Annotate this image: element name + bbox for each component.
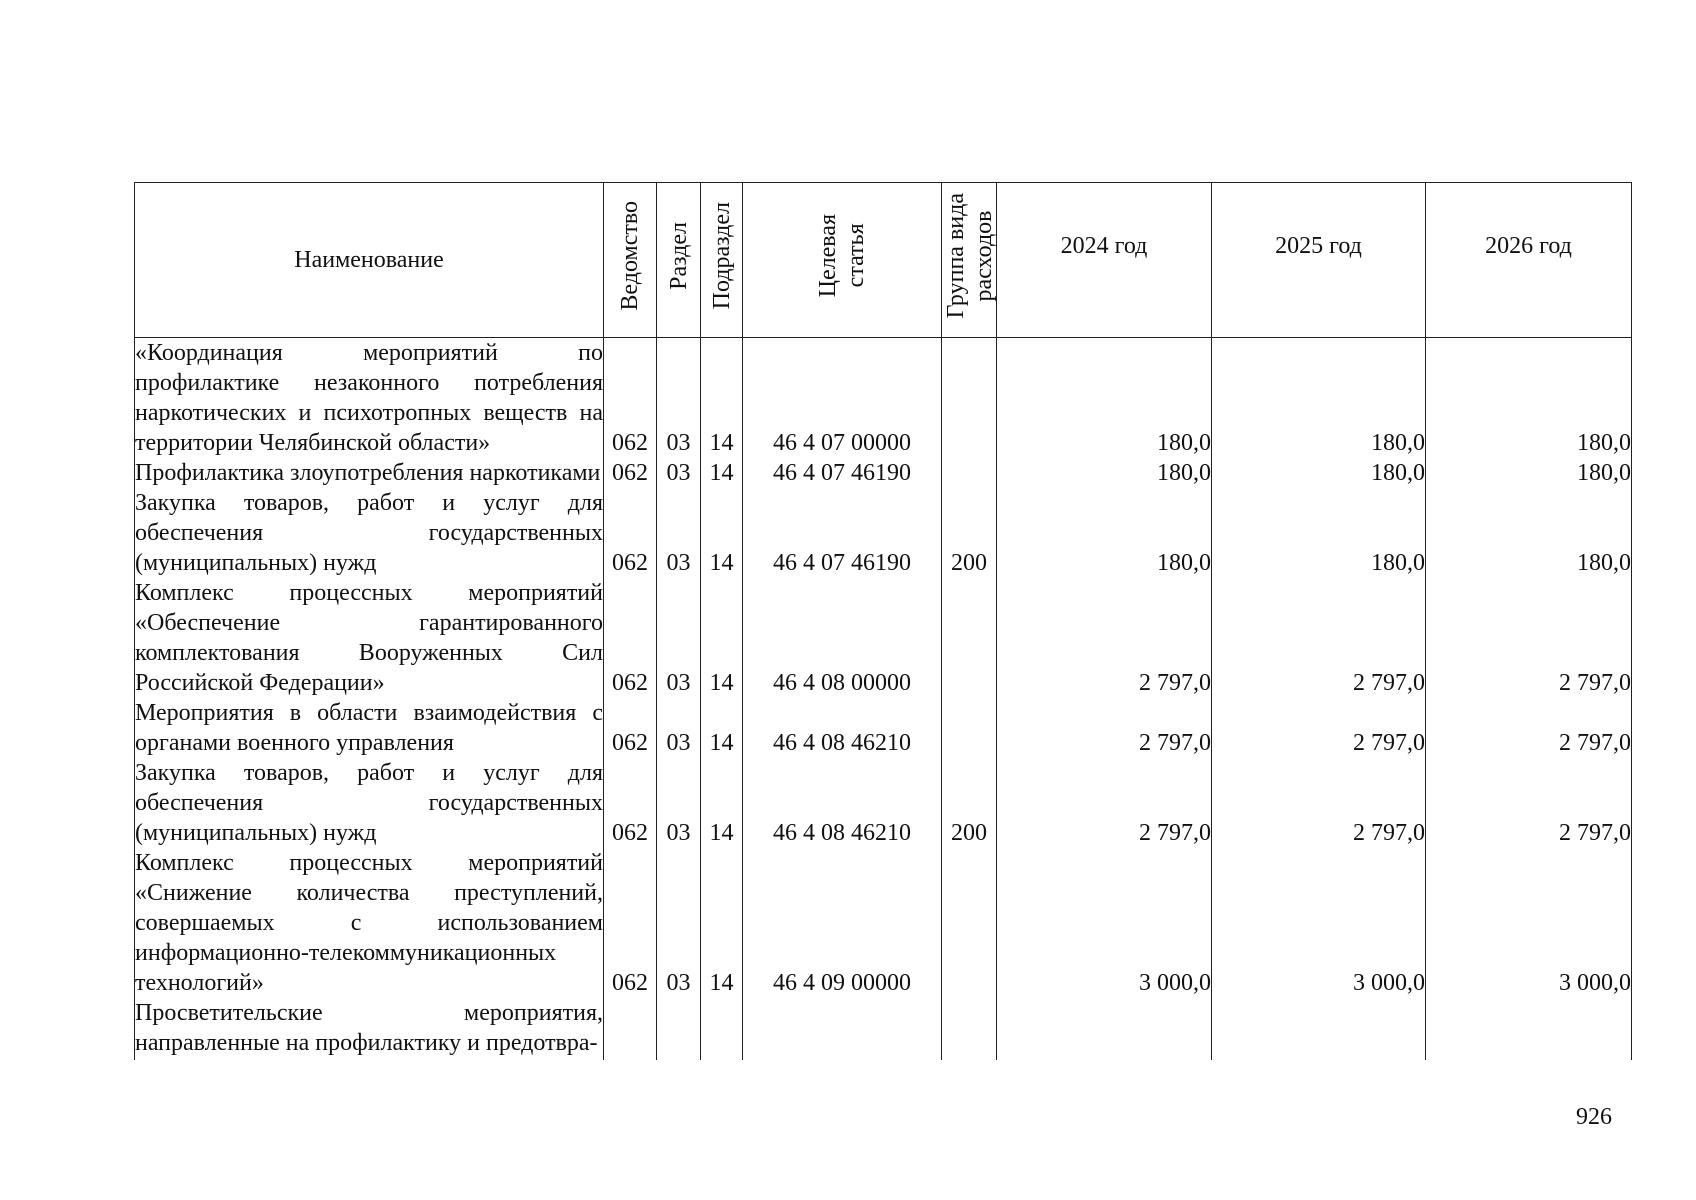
row-celevaya-statya: 46 4 08 46210: [743, 698, 942, 758]
table-row: [135, 338, 1632, 459]
row-vedomstvo: 062: [604, 458, 657, 488]
row-celevaya-statya: 46 4 07 46190: [743, 488, 942, 578]
table-row: [135, 698, 1632, 758]
row-podrazdel: 14: [701, 458, 743, 488]
row-name: Закупка товаров, работ и услуг для обеспечения государственных (муниципальных) нужд: [135, 490, 603, 576]
row-amount-2025: 2 797,0: [1212, 758, 1426, 848]
row-amount-2024: 2 797,0: [997, 758, 1212, 848]
row-name: Комплекс процессных мероприятий «Обеспечение гарантированного комплектования Вооруженных Сил Российской Федерации»: [135, 580, 603, 696]
header-year-2024: [997, 183, 1212, 338]
row-amount-2026: 3 000,0: [1426, 848, 1632, 998]
header-year-2026-text: 2026 год: [1485, 233, 1572, 259]
row-name: Закупка товаров, работ и услуг для обеспечения государственных (муниципальных) нужд: [135, 760, 603, 846]
row-amount-2025: [1212, 998, 1426, 1060]
row-celevaya-statya: [743, 998, 942, 1060]
row-amount-2026: 2 797,0: [1426, 698, 1632, 758]
row-vedomstvo: 062: [604, 698, 657, 758]
row-gruppa: 200: [942, 488, 997, 578]
row-amount-2025: 180,0: [1212, 488, 1426, 578]
row-gruppa: [942, 698, 997, 758]
header-gruppa-line1: Группа вида: [943, 193, 969, 319]
row-amount-2024: 2 797,0: [997, 578, 1212, 698]
row-razdel: [657, 998, 701, 1060]
row-amount-2026: 180,0: [1426, 458, 1632, 488]
row-gruppa: [942, 848, 997, 998]
header-year-2025: [1212, 183, 1426, 338]
header-celevaya-statya-text: [814, 214, 870, 297]
header-vedomstvo: [604, 183, 657, 338]
row-name: Профилактика злоупотребления наркотиками: [135, 458, 604, 488]
row-podrazdel: 14: [701, 488, 743, 578]
row-amount-2024: 3 000,0: [997, 848, 1212, 998]
header-vedomstvo-text: Ведомство: [617, 201, 643, 311]
row-podrazdel: 14: [701, 578, 743, 698]
row-celevaya-statya: 46 4 07 00000: [743, 338, 942, 459]
header-celevaya-statya: [743, 183, 942, 338]
row-gruppa: [942, 338, 997, 459]
row-razdel: 03: [657, 578, 701, 698]
header-celevaya-line2: статья: [843, 224, 869, 288]
header-year-2025-text: 2025 год: [1275, 233, 1362, 259]
header-name-text: Наименование: [294, 247, 444, 273]
row-celevaya-statya: 46 4 08 00000: [743, 578, 942, 698]
row-vedomstvo: 062: [604, 578, 657, 698]
row-amount-2025: 180,0: [1212, 338, 1426, 459]
row-amount-2024: 2 797,0: [997, 698, 1212, 758]
row-amount-2024: 180,0: [997, 338, 1212, 459]
row-razdel: 03: [657, 338, 701, 459]
row-amount-2026: [1426, 998, 1632, 1060]
row-razdel: 03: [657, 758, 701, 848]
row-vedomstvo: 062: [604, 848, 657, 998]
row-gruppa: [942, 578, 997, 698]
row-gruppa: [942, 998, 997, 1060]
header-gruppa-text: [942, 193, 998, 318]
row-podrazdel: 14: [701, 758, 743, 848]
row-name: «Координация мероприятий по профилактике незаконного потребления наркотических и психотропных веществ на территории Челябинской области»: [135, 338, 604, 459]
row-gruppa: 200: [942, 758, 997, 848]
table-row: [135, 848, 1632, 998]
row-name: Мероприятия в области взаимодействия с органами военного управления: [135, 700, 603, 756]
row-amount-2025: 2 797,0: [1212, 698, 1426, 758]
row-vedomstvo: [604, 998, 657, 1060]
page-number: 926: [1576, 1104, 1612, 1130]
row-amount-2026: 2 797,0: [1426, 578, 1632, 698]
row-name: Комплекс процессных мероприятий «Снижение количества преступлений, совершаемых с использованием информационно-телекоммуникационных технологий»: [135, 850, 603, 996]
budget-table: [134, 182, 1632, 1060]
header-year-2026: [1426, 183, 1632, 338]
table-row: [135, 578, 1632, 698]
table-row: [135, 998, 1632, 1060]
row-amount-2024: 180,0: [997, 488, 1212, 578]
row-podrazdel: 14: [701, 848, 743, 998]
row-vedomstvo: 062: [604, 338, 657, 459]
row-podrazdel: 14: [701, 338, 743, 459]
header-celevaya-line1: Целевая: [815, 214, 841, 298]
row-gruppa: [942, 458, 997, 488]
row-vedomstvo: 062: [604, 488, 657, 578]
header-razdel-text: Раздел: [665, 222, 692, 290]
row-amount-2026: 2 797,0: [1426, 758, 1632, 848]
header-podrazdel-text: Подраздел: [708, 202, 735, 310]
row-razdel: 03: [657, 848, 701, 998]
row-amount-2026: 180,0: [1426, 338, 1632, 459]
row-amount-2024: [997, 998, 1212, 1060]
header-gruppa-line2: расходов: [971, 210, 997, 302]
header-name: [135, 183, 604, 338]
row-amount-2025: 3 000,0: [1212, 848, 1426, 998]
row-amount-2025: 180,0: [1212, 458, 1426, 488]
row-celevaya-statya: 46 4 09 00000: [743, 848, 942, 998]
table-row: [135, 758, 1632, 848]
row-celevaya-statya: 46 4 08 46210: [743, 758, 942, 848]
table-row: [135, 458, 1632, 488]
table-row: [135, 488, 1632, 578]
row-vedomstvo: 062: [604, 758, 657, 848]
header-year-2024-text: 2024 год: [1060, 233, 1148, 259]
row-razdel: 03: [657, 458, 701, 488]
row-razdel: 03: [657, 488, 701, 578]
row-amount-2026: 180,0: [1426, 488, 1632, 578]
row-amount-2024: 180,0: [997, 458, 1212, 488]
row-razdel: 03: [657, 698, 701, 758]
row-celevaya-statya: 46 4 07 46190: [743, 458, 942, 488]
row-podrazdel: 14: [701, 698, 743, 758]
header-podrazdel: [701, 183, 743, 338]
row-podrazdel: [701, 998, 743, 1060]
table-header-row: [135, 183, 1632, 338]
header-gruppa-vida-rashodov: [942, 183, 997, 338]
header-razdel: [657, 183, 701, 338]
row-name: Просветительские мероприятия, направленные на профилактику и предотвра-: [135, 998, 604, 1060]
row-amount-2025: 2 797,0: [1212, 578, 1426, 698]
